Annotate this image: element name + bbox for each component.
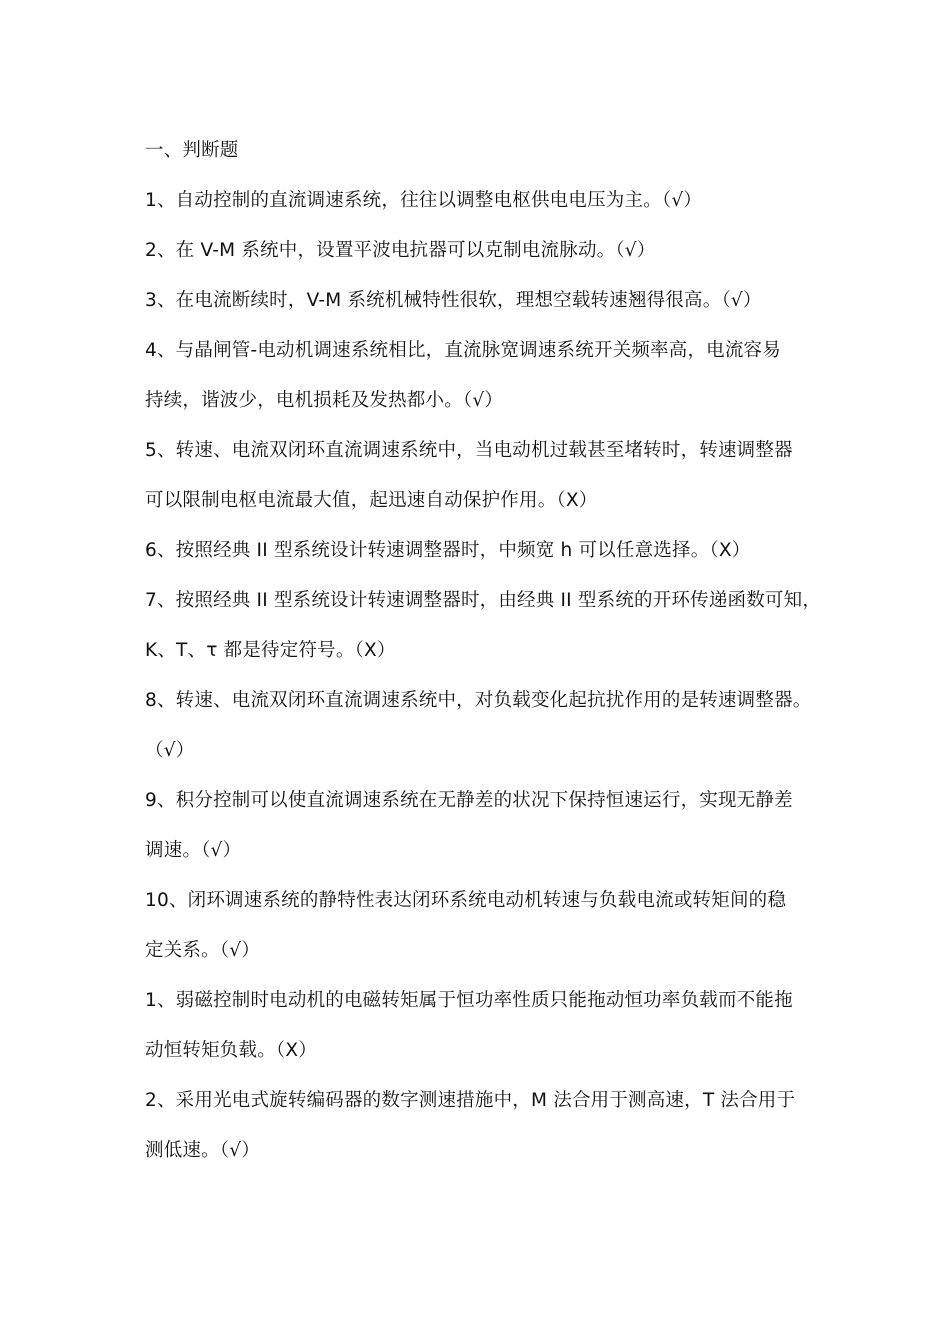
question-line: 10、闭环调速系统的静特性表达闭环系统电动机转速与负载电流或转矩间的稳 xyxy=(145,890,787,911)
question-line: 动恒转矩负载。（X） xyxy=(145,1040,317,1061)
section-heading: 一、判断题 xyxy=(145,140,239,161)
question-line: 持续，谐波少，电机损耗及发热都小。（√） xyxy=(145,390,504,411)
question-line: 5、转速、电流双闭环直流调速系统中，当电动机过载甚至堵转时，转速调整器 xyxy=(145,440,793,461)
question-line: K、T、τ 都是待定符号。（X） xyxy=(145,640,396,661)
question-line: 1、自动控制的直流调速系统，往往以调整电枢供电电压为主。（√） xyxy=(145,190,703,211)
question-line: 1、弱磁控制时电动机的电磁转矩属于恒功率性质只能拖动恒功率负载而不能拖 xyxy=(145,990,793,1011)
question-line: 9、积分控制可以使直流调速系统在无静差的状况下保持恒速运行，实现无静差 xyxy=(145,790,793,811)
question-line: 8、转速、电流双闭环直流调速系统中，对负载变化起抗扰作用的是转速调整器。 xyxy=(145,690,812,711)
question-line: 7、按照经典 II 型系统设计转速调整器时，由经典 II 型系统的开环传递函数可知， xyxy=(145,590,822,611)
question-line: 可以限制电枢电流最大值，起迅速自动保护作用。（X） xyxy=(145,490,598,511)
question-line: 6、按照经典 II 型系统设计转速调整器时，中频宽 h 可以任意选择。（X） xyxy=(145,540,751,561)
question-line: 2、在 V-M 系统中，设置平波电抗器可以克制电流脉动。（√） xyxy=(145,240,656,261)
question-line: 定关系。（√） xyxy=(145,940,260,961)
question-line: （√） xyxy=(145,740,195,761)
document-body xyxy=(145,126,825,1176)
question-line: 调速。（√） xyxy=(145,840,242,861)
question-line: 测低速。（√） xyxy=(145,1140,260,1161)
question-line: 3、在电流断续时，V-M 系统机械特性很软，理想空载转速翘得很高。（√） xyxy=(145,290,762,311)
question-line: 2、采用光电式旋转编码器的数字测速措施中，M 法合用于测高速，T 法合用于 xyxy=(145,1090,796,1111)
question-line: 4、与晶闸管-电动机调速系统相比，直流脉宽调速系统开关频率高，电流容易 xyxy=(145,340,781,361)
